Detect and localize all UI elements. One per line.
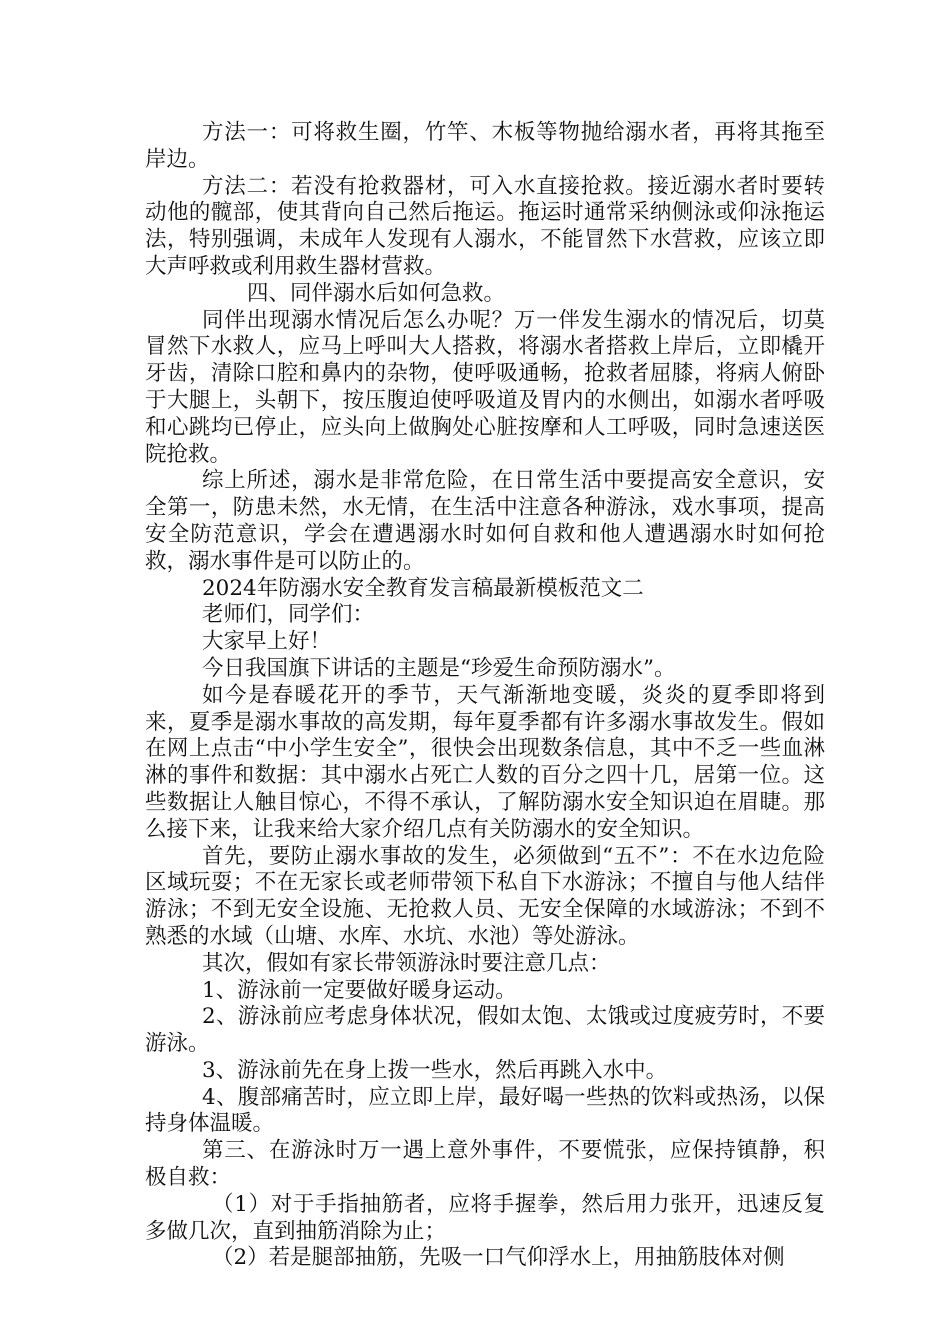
paragraph-method-one: 方法一：可将救生圈，竹竿、木板等物抛给溺水者，再将其拖至岸边。 [145,120,825,172]
paragraph-companion-rescue: 同伴出现溺水情况后怎么办呢？万一伴发生溺水的情况后，切莫冒然下水救人，应马上呼叫大人搭救，将溺水者搭救上岸后，立即橇开牙齿，清除口腔和鼻内的杂物，使呼吸通畅，抢救者屈膝，将病人俯卧于大腿上，头朝下，按压腹迫使呼吸道及胃内的水侧出，如溺水者呼吸和心跳均已停止，应头向上做胸处心脏按摩和人工呼吸，同时急速送医院抢救。 [145,307,825,467]
list-item-4: 4、腹部痛苦时，应立即上岸，最好喝一些热的饮料或热汤，以保持身体温暖。 [145,1084,825,1137]
list-item-2: 2、游泳前应考虑身体状况，假如太饱、太饿或过度疲劳时，不要游泳。 [145,1004,825,1057]
sub-item-1: （1）对于手指抽筋者，应将手握拳，然后用力张开，迅速反复多做几次，直到抽筋消除为止； [145,1191,825,1244]
paragraph-third-intro: 第三、在游泳时万一遇上意外事件，不要慌张，应保持镇静，积极自救： [145,1138,825,1191]
paragraph-greeting-audience: 老师们，同学们： [202,602,375,628]
document-subtitle: 2024年防溺水安全教育发言稿最新模板范文二 [202,575,644,601]
paragraph-topic: 今日我国旗下讲话的主题是“珍爱生命预防溺水”。 [202,655,676,681]
document-page [145,120,825,1272]
paragraph-greeting-morning: 大家早上好！ [202,629,332,655]
paragraph-summary: 综上所述，溺水是非常危险，在日常生活中要提高安全意识，安全第一，防患未然，水无情，在生活中注意各种游泳，戏水事项，提高安全防范意识，学会在遭遇溺水时如何自救和他人遭遇溺水时如何抢救，溺水事件是可以防止的。 [145,468,825,574]
paragraph-method-two: 方法二：若没有抢救器材，可入水直接抢救。接近溺水者时要转动他的髋部，使其背向自己然后拖运。拖运时通常采纳侧泳或仰泳拖运法，特别强调，未成年人发现有人溺水，不能冒然下水营救，应该立即大声呼救或利用救生器材营救。 [145,173,825,279]
paragraph-five-nos: 首先，要防止溺水事故的发生，必须做到“五不”：不在水边危险区域玩耍；不在无家长或老师带领下私自下水游泳；不擅自与他人结伴游泳；不到无安全设施、无抢救人员、无安全保障的水域游泳；不到不熟悉的水域（山塘、水库、水坑、水池）等处游泳。 [145,843,825,949]
paragraph-season-intro: 如今是春暖花开的季节，天气渐渐地变暖，炎炎的夏季即将到来，夏季是溺水事故的高发期，每年夏季都有许多溺水事故发生。假如在网上点击“中小学生安全”，很快会出现数条信息，其中不乏一些血淋淋的事件和数据：其中溺水占死亡人数的百分之四十几，居第一位。这些数据让人触目惊心，不得不承认，了解防溺水安全知识迫在眉睫。那么接下来，让我来给大家介绍几点有关防溺水的安全知识。 [145,682,825,842]
list-item-1: 1、游泳前一定要做好暖身运动。 [202,977,517,1003]
sub-item-2: （2）若是腿部抽筋，先吸一口气仰浮水上，用抽筋肢体对侧 [212,1245,785,1271]
section-heading-four: 四、同伴溺水后如何急救。 [247,280,506,306]
paragraph-second-intro: 其次，假如有家长带领游泳时要注意几点： [202,950,611,976]
list-item-3: 3、游泳前先在身上拨一些水，然后再跳入水中。 [202,1057,668,1083]
